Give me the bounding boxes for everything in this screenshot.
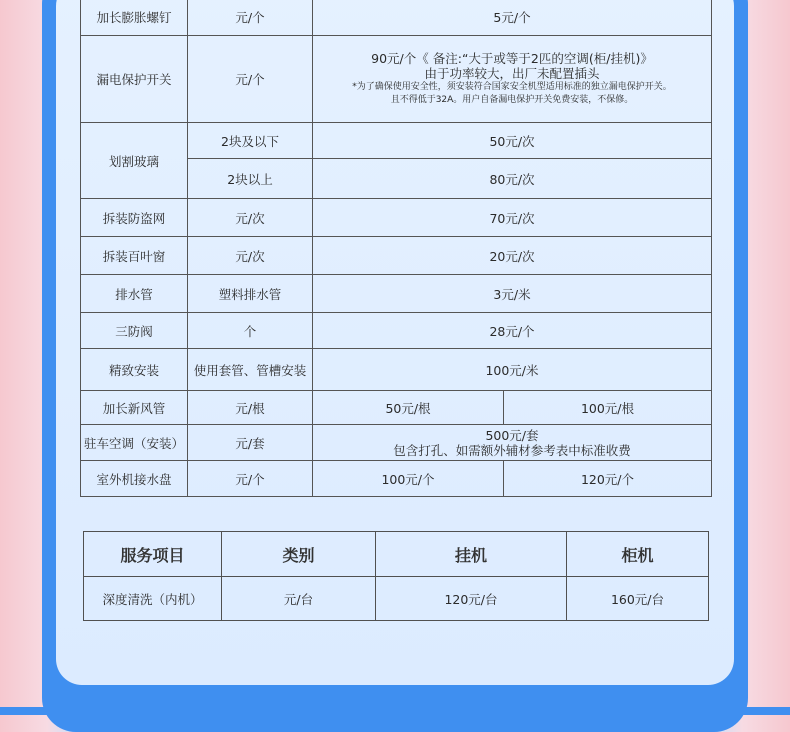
item-cell: 驻车空调（安装） bbox=[81, 425, 188, 461]
price-line: 500元/套 bbox=[485, 427, 539, 443]
header-cell: 类别 bbox=[222, 532, 376, 577]
note-line: 且不得低于32A。用户自备漏电保护开关免费安装，不保修。 bbox=[390, 95, 634, 105]
price-line: 包含打孔、如需额外辅材参考表中标准收费 bbox=[393, 442, 631, 458]
type-cell: 元/根 bbox=[188, 391, 313, 425]
item-cell: 精致安装 bbox=[81, 349, 188, 391]
price-cell bbox=[313, 425, 712, 461]
table-row bbox=[81, 425, 712, 461]
table-row bbox=[81, 313, 712, 349]
type-cell: 使用套管、管槽安装 bbox=[188, 349, 313, 391]
header-cell: 柜机 bbox=[567, 532, 709, 577]
type-cell: 元/次 bbox=[188, 199, 313, 237]
item-cell: 加长膨胀螺钉 bbox=[81, 0, 188, 36]
table-row bbox=[81, 461, 712, 497]
note-line: *为了确保使用安全性，须安装符合国家安全机型适用标准的独立漏电保护开关。 bbox=[352, 82, 672, 92]
table-row bbox=[84, 577, 709, 621]
service-cell: 160元/台 bbox=[567, 577, 709, 621]
type-cell: 2块及以下 bbox=[188, 123, 313, 159]
table-row bbox=[81, 123, 712, 159]
table-row bbox=[81, 391, 712, 425]
header-cell: 服务项目 bbox=[84, 532, 222, 577]
bottom-frame bbox=[0, 707, 790, 715]
price-cell: 50元/根 bbox=[313, 391, 504, 425]
price-cell: 100元/个 bbox=[313, 461, 504, 497]
header-cell: 挂机 bbox=[376, 532, 567, 577]
table-row bbox=[81, 36, 712, 123]
service-cell: 120元/台 bbox=[376, 577, 567, 621]
type-cell: 个 bbox=[188, 313, 313, 349]
item-cell: 排水管 bbox=[81, 275, 188, 313]
table-row bbox=[81, 199, 712, 237]
table-row bbox=[81, 349, 712, 391]
price-cell: 120元/个 bbox=[504, 461, 712, 497]
service-table bbox=[83, 531, 709, 621]
item-cell: 划割玻璃 bbox=[81, 123, 188, 199]
item-cell: 室外机接水盘 bbox=[81, 461, 188, 497]
table-row bbox=[81, 237, 712, 275]
price-cell: 100元/米 bbox=[313, 349, 712, 391]
type-cell: 元/套 bbox=[188, 425, 313, 461]
item-cell: 拆装防盗网 bbox=[81, 199, 188, 237]
price-cell: 28元/个 bbox=[313, 313, 712, 349]
item-cell: 漏电保护开关 bbox=[81, 36, 188, 123]
type-cell: 2块以上 bbox=[188, 159, 313, 199]
item-cell: 加长新风管 bbox=[81, 391, 188, 425]
price-cell: 50元/次 bbox=[313, 123, 712, 159]
fee-table bbox=[80, 0, 712, 497]
service-cell: 深度清洗（内机） bbox=[84, 577, 222, 621]
type-cell: 元/个 bbox=[188, 461, 313, 497]
item-cell: 三防阀 bbox=[81, 313, 188, 349]
price-cell: 20元/次 bbox=[313, 237, 712, 275]
note-line: 由于功率较大，出厂未配置插头 bbox=[424, 66, 600, 81]
table-row bbox=[81, 275, 712, 313]
price-note-cell bbox=[313, 36, 712, 123]
service-cell: 元/台 bbox=[222, 577, 376, 621]
price-cell: 3元/米 bbox=[313, 275, 712, 313]
price-cell: 5元/个 bbox=[313, 0, 712, 36]
price-cell: 80元/次 bbox=[313, 159, 712, 199]
note-line: 90元/个《 备注:“大于或等于2匹的空调(柜/挂机)》 bbox=[371, 51, 653, 66]
item-cell: 拆装百叶窗 bbox=[81, 237, 188, 275]
type-cell: 元/次 bbox=[188, 237, 313, 275]
table-header-row bbox=[84, 532, 709, 577]
type-cell: 元/个 bbox=[188, 36, 313, 123]
type-cell: 元/个 bbox=[188, 0, 313, 36]
type-cell: 塑料排水管 bbox=[188, 275, 313, 313]
price-cell: 100元/根 bbox=[504, 391, 712, 425]
price-cell: 70元/次 bbox=[313, 199, 712, 237]
table-row bbox=[81, 0, 712, 36]
